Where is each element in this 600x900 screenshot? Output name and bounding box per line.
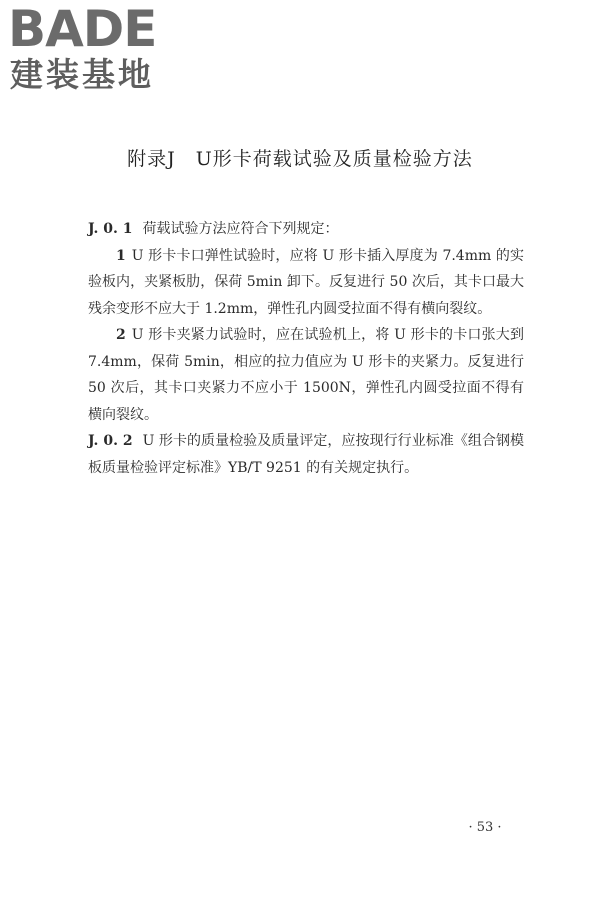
clause-j01-number: J. 0. 1 — [88, 221, 133, 237]
item-1-text: U 形卡卡口弹性试验时，应将 U 形卡插入厚度为 7.4mm 的实验板内，夹紧板肋，保荷 5min 卸下。反复进行 50 次后，其卡口最大残余变形不应大于 1.2mm，弹性孔内圆受拉面不得有横向裂纹。 — [88, 247, 524, 317]
clause-j01-item-1 — [88, 243, 524, 323]
clause-j01-item-2 — [88, 322, 524, 428]
clause-j02 — [88, 428, 524, 481]
logo-subtitle: 建装基地 — [10, 55, 154, 94]
clause-j02-text: U 形卡的质量检验及质量评定，应按现行行业标准《组合钢模板质量检验评定标准》YB/T 9251 的有关规定执行。 — [88, 433, 525, 476]
appendix-title: 附录J U形卡荷载试验及质量检验方法 — [127, 148, 473, 170]
appendix-body — [88, 216, 524, 481]
page-number: · 53 · — [468, 820, 502, 835]
clause-j01 — [88, 216, 524, 243]
logo-wordmark: BADE — [8, 0, 157, 58]
item-2-text: U 形卡夹紧力试验时，应在试验机上，将 U 形卡的卡口张大到 7.4mm，保荷 5min，相应的拉力值应为 U 形卡的夹紧力。反复进行 50 次后，其卡口夹紧力不应小于 1500N，弹性孔内圆受拉面不得有横向裂纹。 — [88, 327, 524, 423]
bade-logo — [8, 0, 178, 96]
item-1-number: 1 — [116, 247, 126, 264]
item-2-number: 2 — [116, 327, 126, 343]
clause-j01-text: 荷载试验方法应符合下列规定： — [142, 221, 339, 237]
clause-j02-number: J. 0. 2 — [88, 433, 133, 449]
